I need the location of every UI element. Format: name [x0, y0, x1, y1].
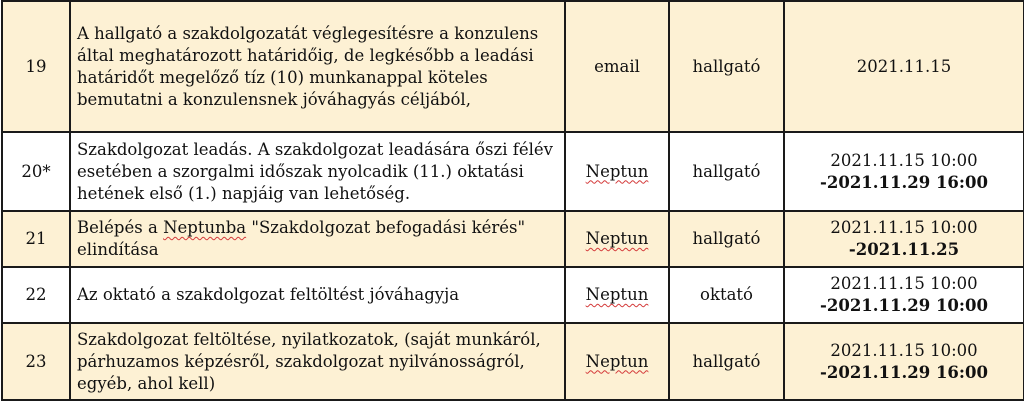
deadline-start: 2021.11.15 — [856, 56, 952, 76]
row-deadline — [784, 323, 1024, 400]
row-description: Szakdolgozat feltöltése, nyilatkozatok, (saját munkáról, párhuzamos képzésről, szakdolgozat nyilvánosságról, egyéb, ahol kell) — [70, 323, 565, 400]
desc-text-pre: Belépés a — [77, 218, 164, 237]
row-description — [70, 211, 565, 267]
spellcheck-word: Neptun — [585, 351, 649, 371]
row-deadline — [784, 1, 1024, 132]
row-channel — [565, 211, 669, 267]
deadline-end: -2021.11.29 10:00 — [820, 296, 988, 315]
row-actor: hallgató — [669, 1, 784, 132]
row-channel: email — [565, 1, 669, 132]
row-channel — [565, 132, 669, 211]
row-actor: hallgató — [669, 132, 784, 211]
spellcheck-word: Neptun — [585, 161, 649, 181]
row-actor: hallgató — [669, 323, 784, 400]
row-number: 21 — [2, 211, 70, 267]
deadline-end: -2021.11.29 16:00 — [820, 362, 988, 382]
row-description: A hallgató a szakdolgozatát véglegesítésre a konzulens által meghatározott határidőig, de legkésőbb a leadási határidőt megelőző tíz (10) munkanappal köteles bemutatni a konzulensnek jóváhagyás céljából, — [70, 1, 565, 132]
table-row — [2, 323, 1024, 400]
deadline-start: 2021.11.15 10:00 — [830, 150, 978, 170]
deadline-end: -2021.11.25 — [848, 240, 960, 259]
spellcheck-word: Neptun — [585, 229, 649, 248]
deadline-start: 2021.11.15 10:00 — [830, 274, 978, 293]
row-channel — [565, 323, 669, 400]
row-number: 20* — [2, 132, 70, 211]
row-channel — [565, 267, 669, 323]
row-deadline — [784, 132, 1024, 211]
row-deadline — [784, 211, 1024, 267]
row-number: 23 — [2, 323, 70, 400]
deadline-start: 2021.11.15 10:00 — [830, 218, 978, 237]
desc-text-post: "Szakdolgozat befogadási kérés" elindítása — [77, 218, 526, 259]
row-description: Szakdolgozat leadás. A szakdolgozat leadására őszi félév esetében a szorgalmi időszak nyolcadik (11.) oktatási hetének első (1.) napjáig van lehetőség. — [70, 132, 565, 211]
row-actor: hallgató — [669, 211, 784, 267]
table-row — [2, 267, 1024, 323]
spellcheck-word: Neptun — [585, 285, 649, 304]
table-row — [2, 132, 1024, 211]
row-number: 19 — [2, 1, 70, 132]
deadline-end: -2021.11.29 16:00 — [820, 172, 988, 192]
spellcheck-word: Neptunba — [163, 218, 247, 237]
deadline-start: 2021.11.15 10:00 — [830, 340, 978, 360]
row-deadline — [784, 267, 1024, 323]
row-actor: oktató — [669, 267, 784, 323]
row-number: 22 — [2, 267, 70, 323]
table-row — [2, 1, 1024, 132]
schedule-table — [1, 0, 1024, 401]
row-description: Az oktató a szakdolgozat feltöltést jóváhagyja — [70, 267, 565, 323]
table-row — [2, 211, 1024, 267]
